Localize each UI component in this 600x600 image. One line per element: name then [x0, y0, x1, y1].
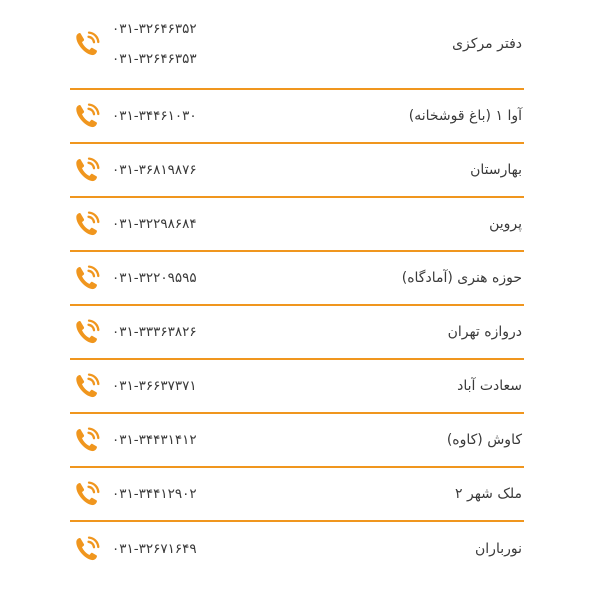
- contact-row: [70, 252, 524, 306]
- phone-number[interactable]: ۰۳۱-۳۲۲۹۸۶۸۴: [112, 216, 197, 232]
- phone-icon[interactable]: [72, 317, 102, 347]
- phone-number[interactable]: ۰۳۱-۳۶۸۱۹۸۷۶: [112, 162, 197, 178]
- contact-row: [70, 360, 524, 414]
- phone-numbers: [112, 486, 197, 502]
- phone-icon[interactable]: [72, 155, 102, 185]
- phone-number[interactable]: ۰۳۱-۳۶۶۳۷۳۷۱: [112, 378, 197, 394]
- phone-number[interactable]: ۰۳۱-۳۲۲۰۹۵۹۵: [112, 270, 197, 286]
- phone-icon[interactable]: [72, 479, 102, 509]
- phone-numbers: [112, 378, 197, 394]
- branch-name: دفتر مرکزی: [452, 36, 522, 52]
- branch-name: دروازه تهران: [447, 324, 522, 340]
- branch-name: پروین: [489, 216, 522, 232]
- contact-row: [70, 522, 524, 576]
- phone-numbers: [112, 270, 197, 286]
- phone-numbers: [112, 541, 197, 557]
- phone-icon[interactable]: [72, 371, 102, 401]
- phone-icon[interactable]: [72, 101, 102, 131]
- contact-row: [70, 198, 524, 252]
- phone-number[interactable]: ۰۳۱-۳۳۳۶۳۸۲۶: [112, 324, 197, 340]
- branch-name: نورباران: [475, 541, 522, 557]
- branch-name: آوا ۱ (باغ قوشخانه): [408, 108, 522, 124]
- phone-number[interactable]: ۰۳۱-۳۴۴۱۲۹۰۲: [112, 486, 197, 502]
- phone-number[interactable]: ۰۳۱-۳۴۴۶۱۰۳۰: [112, 108, 197, 124]
- phone-numbers: [112, 21, 197, 67]
- contact-row: [70, 90, 524, 144]
- phone-numbers: [112, 432, 197, 448]
- phone-icon[interactable]: [72, 425, 102, 455]
- contact-row: [70, 0, 524, 90]
- phone-numbers: [112, 108, 197, 124]
- contact-row: [70, 468, 524, 522]
- branch-name: سعادت آباد: [457, 378, 522, 394]
- phone-numbers: [112, 162, 197, 178]
- phone-icon[interactable]: [72, 263, 102, 293]
- phone-number[interactable]: ۰۳۱-۳۲۶۴۶۳۵۳: [112, 51, 197, 67]
- branch-name: ملک شهر ۲: [454, 486, 522, 502]
- phone-icon[interactable]: [72, 29, 102, 59]
- phone-icon[interactable]: [72, 534, 102, 564]
- contact-row: [70, 414, 524, 468]
- phone-icon[interactable]: [72, 209, 102, 239]
- phone-numbers: [112, 324, 197, 340]
- branch-name: حوزه هنری (آمادگاه): [401, 270, 522, 286]
- contact-row: [70, 144, 524, 198]
- phone-number[interactable]: ۰۳۱-۳۴۴۳۱۴۱۲: [112, 432, 197, 448]
- branch-name: کاوش (کاوه): [446, 432, 522, 448]
- phone-number[interactable]: ۰۳۱-۳۲۶۴۶۳۵۲: [112, 21, 197, 37]
- phone-numbers: [112, 216, 197, 232]
- contact-row: [70, 306, 524, 360]
- branch-name: بهارستان: [470, 162, 522, 178]
- phone-number[interactable]: ۰۳۱-۳۲۶۷۱۶۴۹: [112, 541, 197, 557]
- contact-list: [70, 0, 524, 576]
